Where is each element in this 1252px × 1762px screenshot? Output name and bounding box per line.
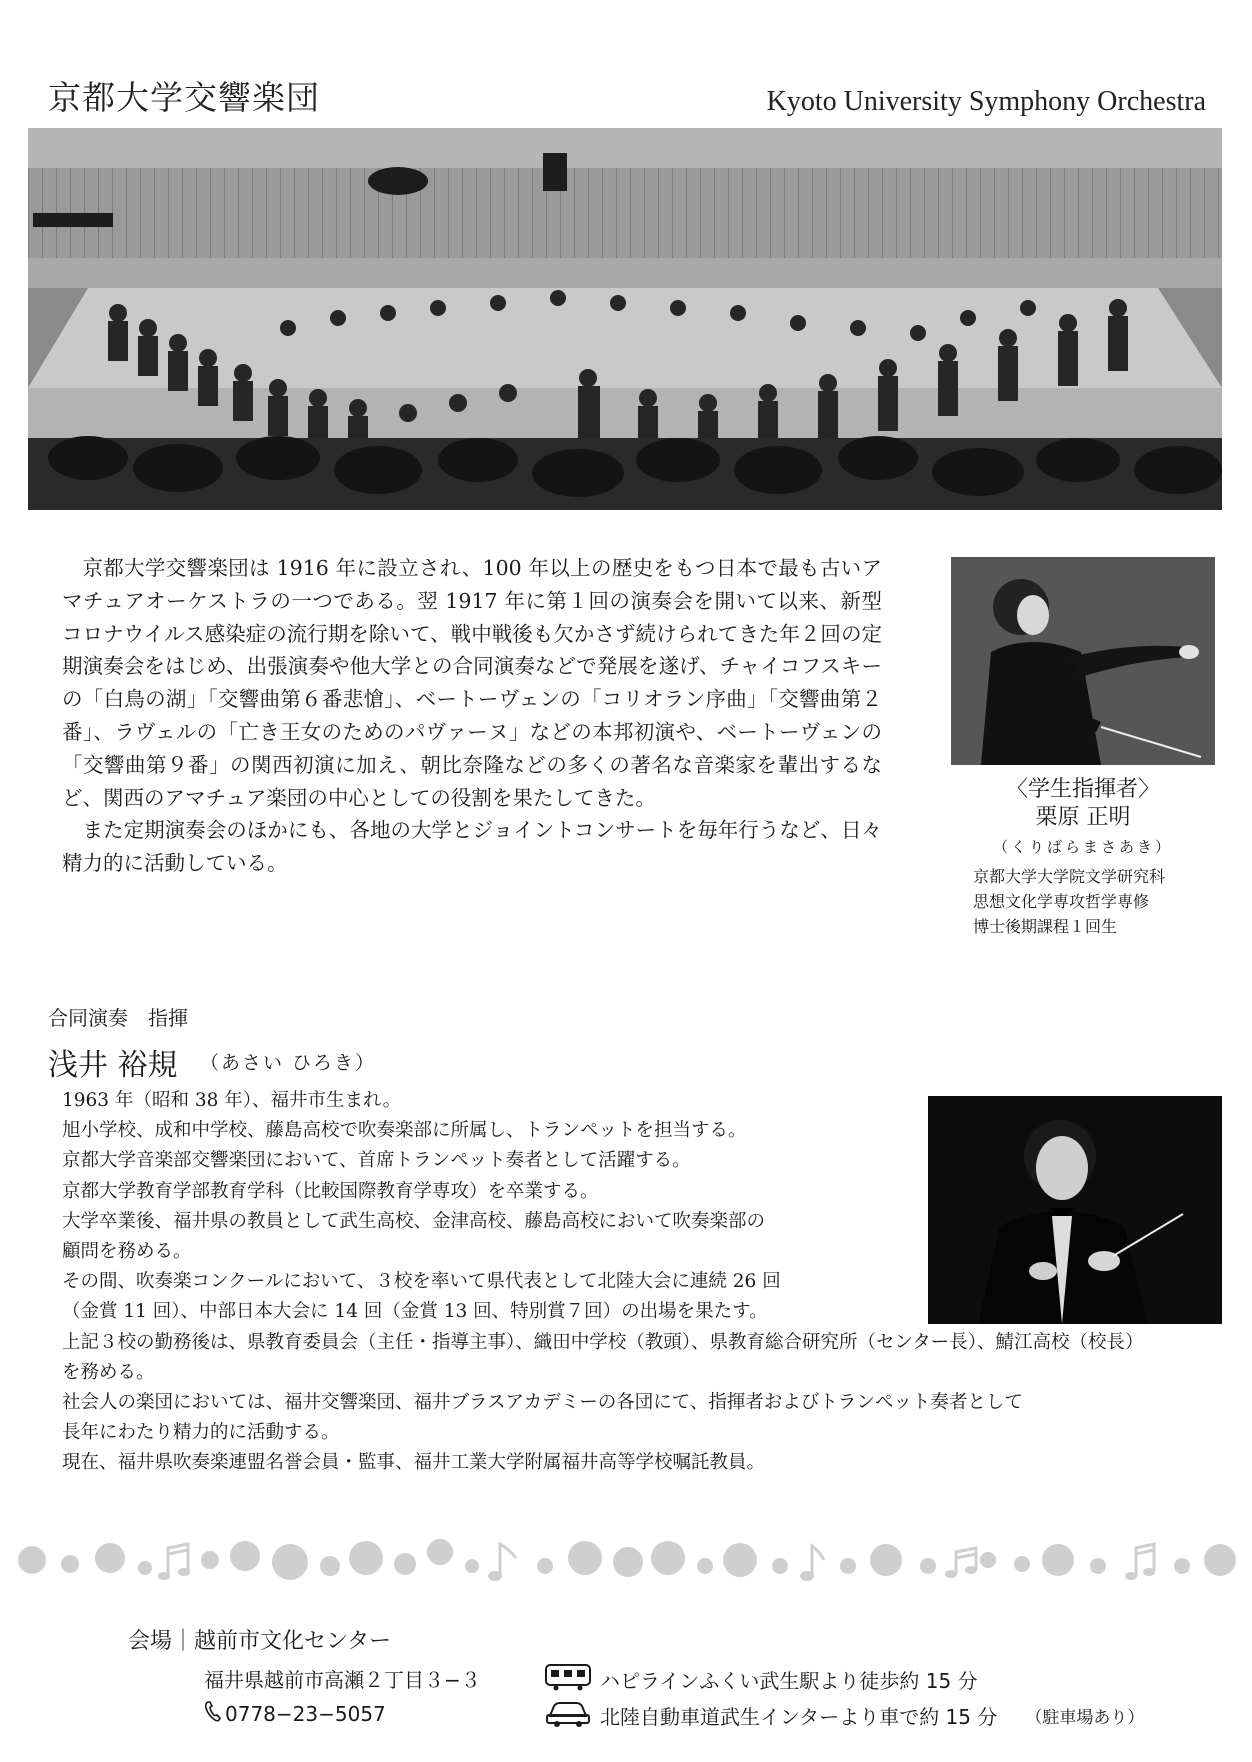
guest-conductor-photo: [928, 1096, 1222, 1324]
access-train: [544, 1662, 978, 1697]
student-conductor-affiliation: [973, 864, 1165, 939]
intro-paragraph-1: 京都大学交響楽団は 1916 年に設立され、100 年以上の歴史をもつ日本で最も古いアマチュアオーケストラの一つである。翌 1917 年に第１回の演奏会を開いて以来、新型コロナウイルス感染症の流行期を除いて、戦中戦後も欠かさず続けられてきた年２回の定期演奏会をはじめ、出張演奏や他大学との合同演奏などで発展を遂げ、チャイコフスキーの「白鳥の湖」「交響曲第６番悲愴」、ベートーヴェンの「コリオラン序曲」「交響曲第２番」、ラヴェルの「亡き王女のためのパヴァーヌ」などの本邦初演や、ベートーヴェンの「交響曲第９番」の関西初演に加え、朝比奈隆などの多くの著名な音楽家を輩出するなど、関西のアマチュア楽団の中心としての役割を果たしてきた。: [62, 556, 882, 810]
orchestra-title-en: Kyoto University Symphony Orchestra: [766, 86, 1206, 117]
bio-line: 1963 年（昭和 38 年）、福井市生まれ。: [62, 1090, 402, 1111]
bio-line: 京都大学音楽部交響楽団において、首席トランペット奏者として活躍する。: [62, 1150, 691, 1172]
orchestra-intro: [62, 552, 882, 880]
student-conductor-photo: [951, 557, 1215, 765]
guest-conductor-kana: （あさい ひろき）: [200, 1052, 377, 1074]
bio-line: 京都大学教育学部教育学科（比較国際教育学専攻）を卒業する。: [62, 1180, 599, 1202]
bio-line: 大学卒業後、福井県の教員として武生高校、金津高校、藤島高校において吹奏楽部の: [62, 1210, 766, 1232]
affiliation-line: 京都大学大学院文学研究科: [973, 867, 1166, 886]
student-conductor-caption: [951, 776, 1215, 832]
guest-conductor-name: 浅井 裕規: [48, 1048, 178, 1083]
phone-icon: [204, 1700, 222, 1727]
affiliation-line: 博士後期課程１回生: [973, 917, 1118, 936]
access-train-text: ハピラインふくい武生駅より徒歩約 15 分: [600, 1669, 978, 1693]
venue-tel-number: 0778−23−5057: [225, 1701, 386, 1726]
bio-line: 現在、福井県吹奏楽連盟名誉会員・監事、福井工業大学附属福井高等学校嘱託教員。: [62, 1452, 766, 1474]
orchestra-photo: [28, 128, 1222, 510]
access-car-text: 北陸自動車道武生インターより車で約 15 分: [600, 1705, 998, 1729]
student-conductor-kana: （くりばらまさあき）: [992, 838, 1173, 856]
bio-line: 旭小学校、成和中学校、藤島高校で吹奏楽部に所属し、トランペットを担当する。: [62, 1120, 747, 1142]
joint-performance-label: 合同演奏 指揮: [48, 1006, 188, 1030]
bio-line: 長年にわたり精力的に活動する。: [62, 1422, 340, 1444]
venue-tel: [204, 1700, 386, 1727]
access-car: [544, 1698, 1144, 1733]
bio-line: を務める。: [62, 1361, 155, 1383]
orchestra-title-ja: 京都大学交響楽団: [48, 78, 320, 117]
parking-note: （駐車場あり）: [1025, 1708, 1145, 1728]
bio-line: 顧問を務める。: [62, 1241, 192, 1263]
student-conductor-role: 〈学生指揮者〉: [1005, 777, 1160, 802]
bio-line: 社会人の楽団においては、福井交響楽団、福井ブラスアカデミーの各団にて、指揮者およびトランペット奏者として: [62, 1392, 1023, 1414]
bio-line: その間、吹奏楽コンクールにおいて、３校を率いて県代表として北陸大会に連続 26 回: [62, 1271, 781, 1293]
affiliation-line: 思想文化学専攻哲学専修: [973, 892, 1150, 911]
bio-line: （金賞 11 回）、中部日本大会に 14 回（金賞 13 回、特別賞７回）の出場を果たす。: [62, 1301, 768, 1323]
car-icon: [544, 1698, 592, 1733]
venue-label: 会場｜越前市文化センター: [128, 1629, 392, 1654]
decorative-dots-band: [0, 1530, 1252, 1590]
train-icon: [544, 1662, 592, 1697]
bio-line: 上記３校の勤務後は、県教育委員会（主任・指導主事）、織田中学校（教頭）、県教育総合研究所（センター長）、鯖江高校（校長）: [62, 1331, 1144, 1353]
intro-paragraph-2: また定期演奏会のほかにも、各地の大学とジョイントコンサートを毎年行うなど、日々精力的に活動している。: [62, 818, 882, 876]
student-conductor-name: 栗原 正明: [1035, 805, 1131, 830]
venue-address: 福井県越前市高瀬２丁目３−３: [204, 1668, 481, 1692]
